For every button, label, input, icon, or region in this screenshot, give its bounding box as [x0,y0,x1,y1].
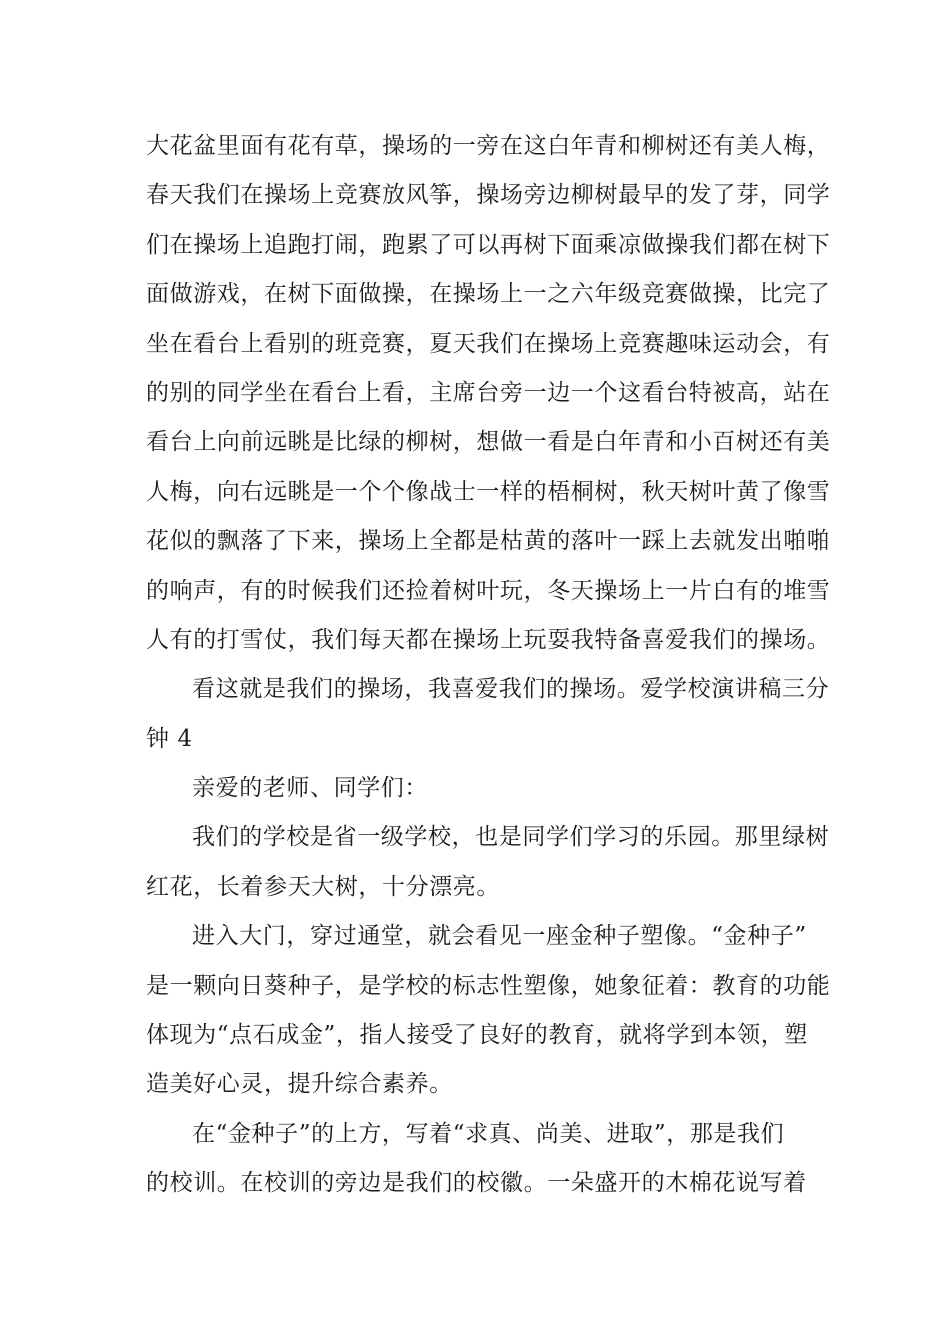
text-line: 花似的飘落了下来，操场上全都是枯黄的落叶一踩上去就发出啪啪 [146,528,831,555]
text-line: 们在操场上追跑打闹，跑累了可以再树下面乘凉做操我们都在树下 [146,231,831,258]
text-line: 坐在看台上看别的班竞赛，夏天我们在操场上竞赛趣味运动会，有 [146,330,831,357]
text-line: 造美好心灵，提升综合素养。 [146,1071,453,1098]
text-line: 春天我们在操场上竞赛放风筝，操场旁边柳树最早的发了芽，同学 [146,182,831,209]
text-line: 体现为“点石成金”，指人接受了良好的教育，就将学到本领，塑 [146,1022,808,1049]
body-text [146,122,831,1209]
text-line: 是一颗向日葵种子，是学校的标志性塑像，她象征着：教育的功能 [146,972,831,999]
text-line: 看台上向前远眺是比绿的柳树，想做一看是白年青和小百树还有美 [146,429,831,456]
text-line: 看这就是我们的操场，我喜爱我们的操场。爱学校演讲稿三分 [192,676,830,703]
text-line: 面做游戏，在树下面做操，在操场上一之六年级竞赛做操，比完了 [146,281,831,308]
salutation-line: 亲爱的老师、同学们： [192,775,428,802]
text-line: 我们的学校是省一级学校，也是同学们学习的乐园。那里绿树 [192,824,830,851]
text-line: 大花盆里面有花有草，操场的一旁在这白年青和柳树还有美人梅， [146,133,831,159]
text-line: 的响声，有的时候我们还捡着树叶玩，冬天操场上一片白有的堆雪 [146,577,831,604]
text-line: 的校训。在校训的旁边是我们的校徽。一朵盛开的木棉花说写着 [146,1170,807,1197]
text-line: 人梅，向右远眺是一个个像战士一样的梧桐树，秋天树叶黄了像雪 [146,478,831,505]
text-line: 人有的打雪仗，我们每天都在操场上玩耍我特备喜爱我们的操场。 [146,626,831,653]
text-line: 红花，长着参天大树，十分漂亮。 [146,873,500,900]
text-line: 钟 4 [146,725,193,752]
text-line: 进入大门，穿过通堂，就会看见一座金种子塑像。“金种子” [192,923,807,950]
text-line: 的别的同学坐在看台上看，主席台旁一边一个这看台特被高，站在 [146,379,831,406]
text-line: 在“金种子”的上方，写着“求真、尚美、进取”，那是我们 [192,1120,785,1147]
